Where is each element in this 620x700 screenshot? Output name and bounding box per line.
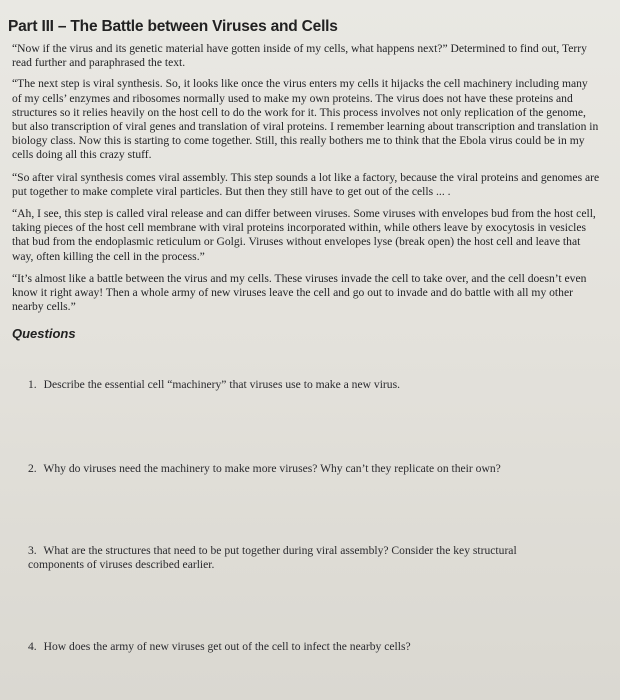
paragraph-intro: “Now if the virus and its genetic material have gotten inside of my cells, what happens next?” Determined to find out, Terry read further and paraphrased the text. — [12, 42, 587, 70]
question-3 — [28, 544, 560, 572]
question-1 — [28, 378, 600, 392]
paragraph-viral-assembly: “So after viral synthesis comes viral assembly. This step sounds a lot like a factory, because the viral proteins and genomes are put together to make complete viral particles. But then they still have to get out of the cells ... . — [12, 170, 600, 198]
questions-heading: Questions — [12, 326, 76, 342]
paragraph-viral-synthesis: “The next step is viral synthesis. So, it looks like once the virus enters my cells it hijacks the cell machinery including many of my cells’ enzymes and ribosomes normally used to make my own proteins. The virus does not have these proteins and structures so it relies heavily on the host cell to do the work for it. This process involves not only replication of the genome, but also transcription of viral genes and translation of viral proteins. I remember learning about transcription and translation in biology class. Now this is starting to come together. Still, this really bothers me to think that the Ebola virus could be in my cells doing all this crazy stuff. — [12, 77, 599, 162]
question-number: 4. — [28, 640, 37, 653]
question-text: What are the structures that need to be put together during viral assembly? Consider the key structural components of viruses described earlier. — [28, 544, 517, 572]
question-4 — [28, 640, 600, 654]
question-text: Why do viruses need the machinery to make more viruses? Why can’t they replicate on their own? — [43, 462, 501, 475]
question-2 — [28, 462, 600, 476]
question-number: 2. — [28, 462, 37, 475]
question-text: How does the army of new viruses get out of the cell to infect the nearby cells? — [43, 640, 411, 653]
question-number: 1. — [28, 378, 37, 391]
question-number: 3. — [28, 544, 37, 557]
section-heading: Part III – The Battle between Viruses and Cells — [8, 18, 338, 35]
paragraph-viral-release: “Ah, I see, this step is called viral release and can differ between viruses. Some viruses with envelopes bud from the host cell, taking pieces of the host cell membrane with viral proteins incorporated within, while others leave by exocytosis in vesicles that bud from the endoplasmic reticulum or Golgi. Viruses without envelopes lyse (break open) the host cell and leave that way, often killing the cell in the process.” — [12, 207, 596, 263]
paragraph-battle: “It’s almost like a battle between the virus and my cells. These viruses invade the cell to take over, and the cell doesn’t even know it right away! Then a whole army of new viruses leave the cell and go out to invade and do battle with all my other nearby cells.” — [12, 271, 587, 314]
question-text: Describe the essential cell “machinery” that viruses use to make a new virus. — [43, 378, 400, 391]
